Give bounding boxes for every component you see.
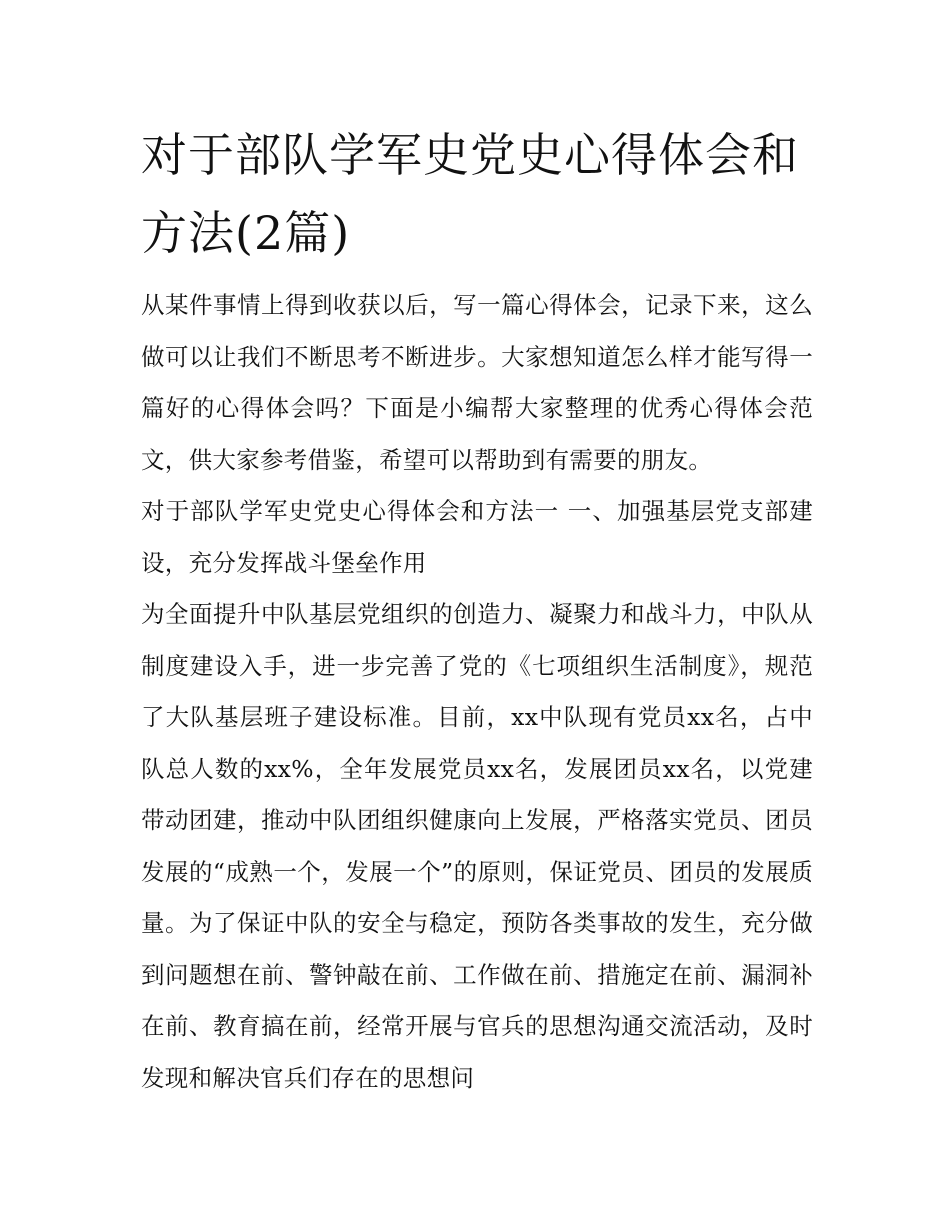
section-heading-paragraph: 对于部队学军史党史心得体会和方法一 一、加强基层党支部建设，充分发挥战斗堡垒作用	[141, 497, 813, 577]
document-body	[141, 116, 813, 1104]
document-title: 对于部队学军史党史心得体会和方法(2篇)	[141, 128, 799, 260]
intro-paragraph: 从某件事情上得到收获以后，写一篇心得体会，记录下来，这么做可以让我们不断思考不断进步。大家想知道怎么样才能写得一篇好的心得体会吗？下面是小编帮大家整理的优秀心得体会范文，供大家参考借鉴，希望可以帮助到有需要的朋友。	[141, 291, 813, 474]
body-paragraph: 为全面提升中队基层党组织的创造力、凝聚力和战斗力，中队从制度建设入手，进一步完善了党的《七项组织生活制度》，规范了大队基层班子建设标准。目前，xx中队现有党员xx名，占中队总人数的xx%，全年发展党员xx名，发展团员xx名，以党建带动团建，推动中队团组织健康向上发展，严格落实党员、团员发展的“成熟一个，发展一个”的原则，保证党员、团员的发展质量。为了保证中队的安全与稳定，预防各类事故的发生，充分做到问题想在前、警钟敲在前、工作做在前、措施定在前、漏洞补在前、教育搞在前，经常开展与官兵的思想沟通交流活动，及时发现和解决官兵们存在的思想问	[141, 600, 813, 1092]
